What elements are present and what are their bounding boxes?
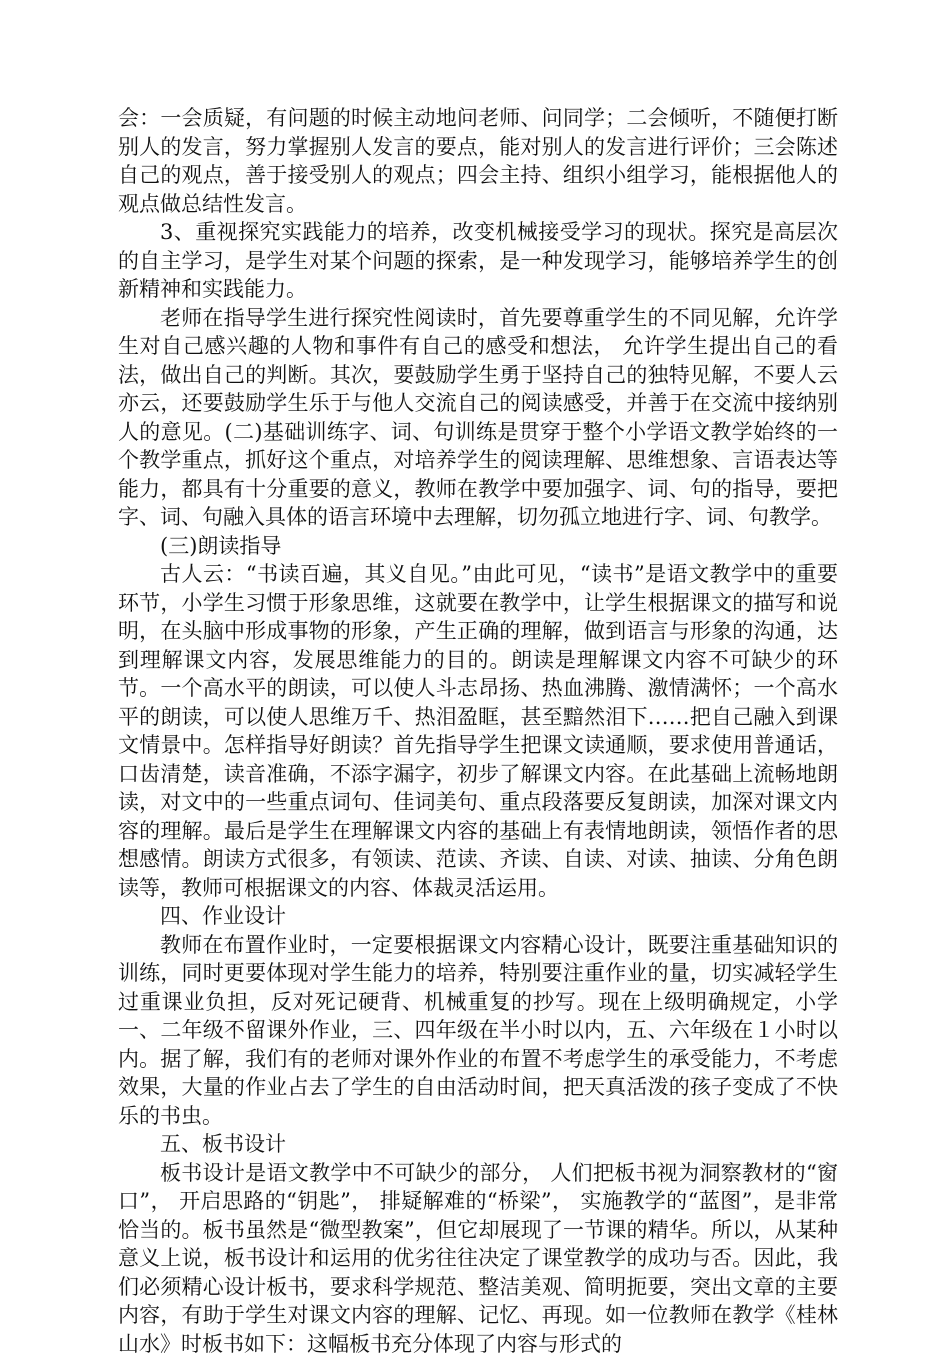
paragraph-blackboard: 板书设计是语文教学中不可缺少的部分， 人们把板书视为洞察教材的“窗口”， 开启思路的“钥匙”， 排疑解难的“桥梁”， 实施教学的“蓝图”，是非常恰当的。板书虽然是“微型教案”，但它却展现了一节课的精华。所以，从某种意义上说，板书设计和运用的优劣往往决定了课堂教学的成功与否。因此，我们必须精心设计板书，要求科学规范、整洁美观、简明扼要，突出文章的主要内容，有助于学生对课文内容的理解、记忆、再现。如一位教师在教学《桂林山水》时板书如下：这幅板书充分体现了内容与形式的 — [118, 1159, 838, 1358]
document-page — [118, 104, 838, 1358]
section-heading-homework-design: 四、作业设计 — [118, 902, 838, 931]
section-heading-blackboard-design: 五、板书设计 — [118, 1130, 838, 1159]
paragraph-homework: 教师在布置作业时，一定要根据课文内容精心设计，既要注重基础知识的训练，同时更要体现对学生能力的培养，特别要注重作业的量，切实减轻学生过重课业负担，反对死记硬背、机械重复的抄写。现在上级明确规定，小学一、二年级不留课外作业，三、四年级在半小时以内，五、六年级在１小时以内。据了解，我们有的老师对课外作业的布置不考虑学生的承受能力，不考虑效果，大量的作业占去了学生的自由活动时间，把天真活泼的孩子变成了不快乐的书虫。 — [118, 931, 838, 1131]
paragraph-speaking-skills: 会：一会质疑，有问题的时候主动地问老师、问同学；二会倾听，不随便打断别人的发言，努力掌握别人发言的要点，能对别人的发言进行评价；三会陈述自己的观点，善于接受别人的观点；四会主持、组织小组学习，能根据他人的观点做总结性发言。 — [118, 104, 838, 218]
paragraph-reading-aloud: 古人云：“书读百遍，其义自见。”由此可见，“读书”是语文教学中的重要环节，小学生习惯于形象思维，这就要在教学中，让学生根据课文的描写和说明，在头脑中形成事物的形象，产生正确的理解，做到语言与形象的沟通，达到理解课文内容，发展思维能力的目的。朗读是理解课文内容不可缺少的环节。一个高水平的朗读，可以使人斗志昂扬、热血沸腾、激情满怀；一个高水平的朗读，可以使人思维万千、热泪盈眶，甚至黯然泪下……把自己融入到课文情景中。怎样指导好朗读？首先指导学生把课文读通顺，要求使用普通话，口齿清楚，读音准确，不添字漏字，初步了解课文内容。在此基础上流畅地朗读，对文中的一些重点词句、佳词美句、重点段落要反复朗读，加深对课文内容的理解。最后是学生在理解课文内容的基础上有表情地朗读，领悟作者的思想感情。朗读方式很多，有领读、范读、齐读、自读、对读、抽读、分角色朗读等，教师可根据课文的内容、体裁灵活运用。 — [118, 560, 838, 902]
paragraph-inquiry-practice: 3、重视探究实践能力的培养，改变机械接受学习的现状。探究是高层次的自主学习，是学生对某个问题的探索，是一种发现学习，能够培养学生的创新精神和实践能力。 — [118, 218, 838, 304]
section-heading-reading-guidance: (三)朗读指导 — [118, 532, 838, 561]
paragraph-inquiry-reading: 老师在指导学生进行探究性阅读时，首先要尊重学生的不同见解，允许学生对自己感兴趣的人物和事件有自己的感受和想法， 允许学生提出自己的看法，做出自己的判断。其次，要鼓励学生勇于坚持自己的独特见解，不要人云亦云，还要鼓励学生乐于与他人交流自己的阅读感受，并善于在交流中接纳别人的意见。(二)基础训练字、词、句训练是贯穿于整个小学语文教学始终的一个教学重点，抓好这个重点，对培养学生的阅读理解、思维想象、言语表达等能力，都具有十分重要的意义，教师在教学中要加强字、词、句的指导，要把字、词、句融入具体的语言环境中去理解，切勿孤立地进行字、词、句教学。 — [118, 304, 838, 532]
